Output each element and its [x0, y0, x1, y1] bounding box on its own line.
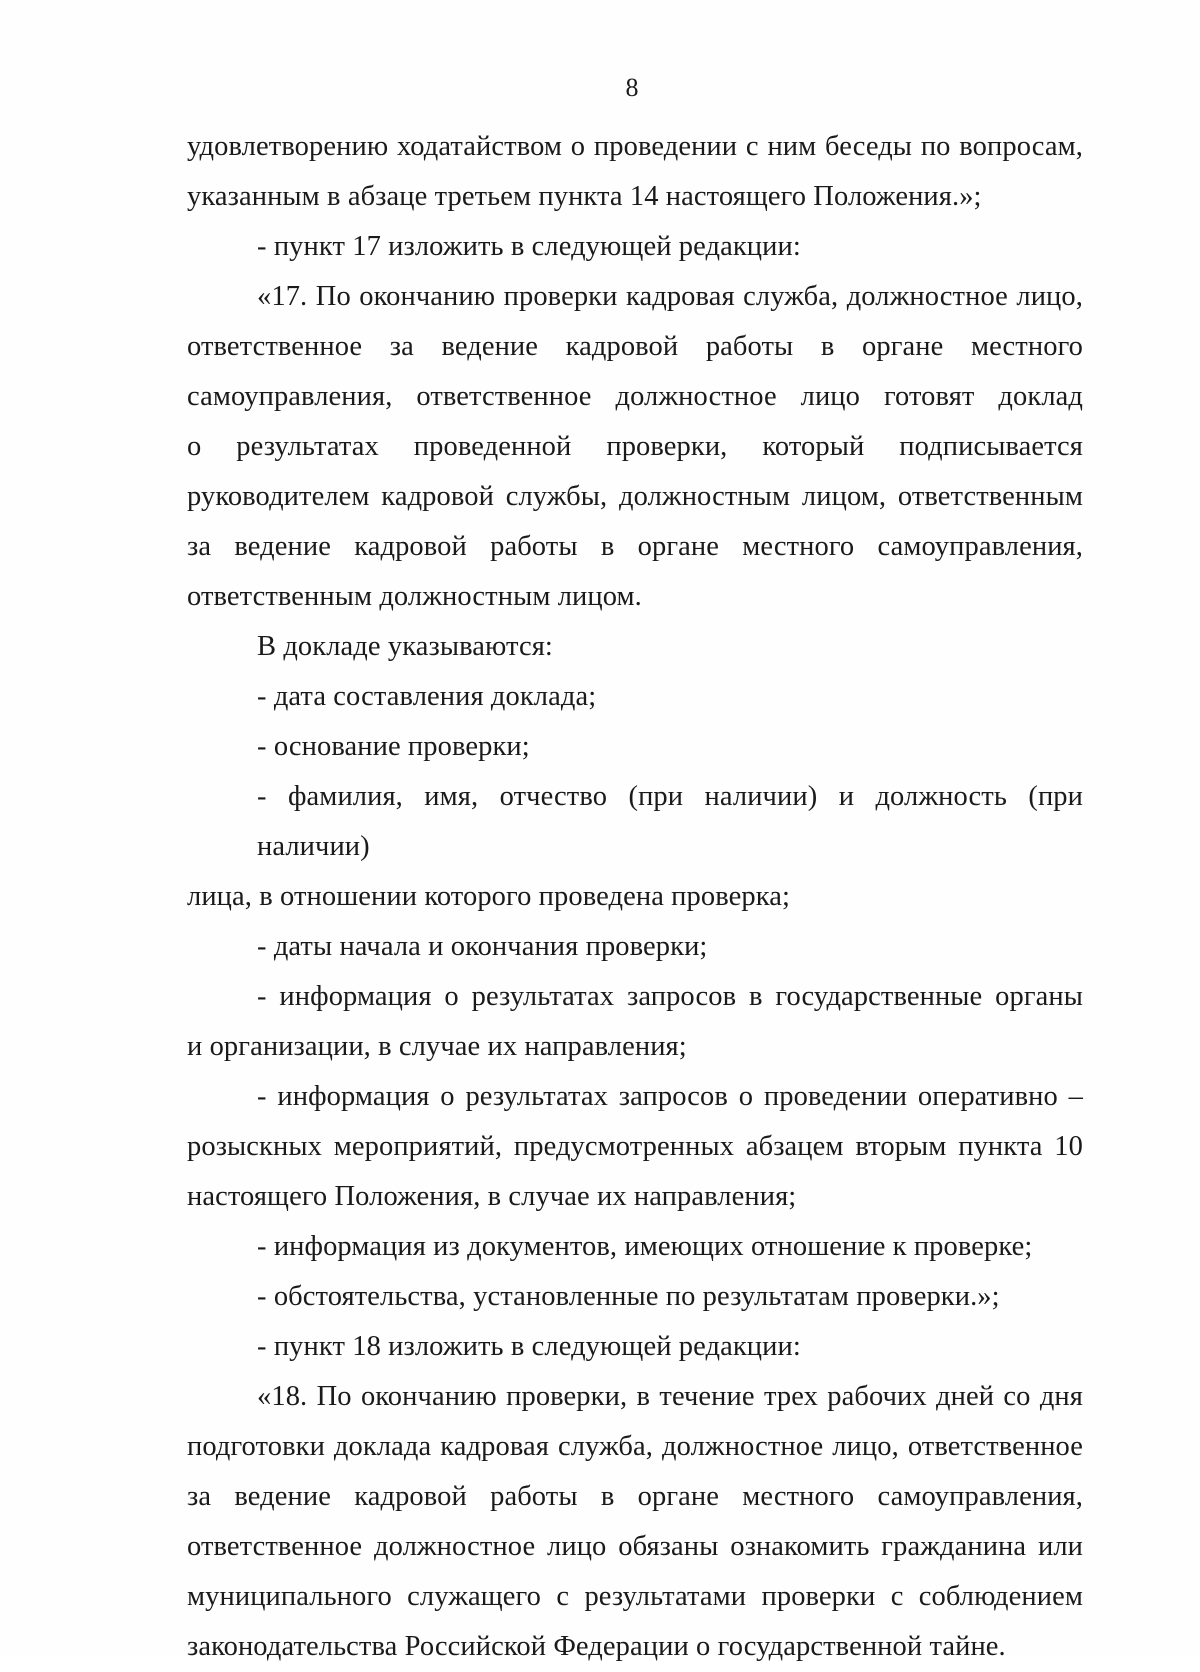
text-line: самоуправления, ответственное должностное лицо готовят доклад: [187, 381, 1083, 412]
paragraph: [187, 272, 1083, 622]
text-line: ответственное за ведение кадровой работы в органе местного: [187, 331, 1083, 362]
paragraph: [187, 672, 1083, 722]
text-line: - основание проверки;: [257, 731, 530, 762]
text-line: за ведение кадровой работы в органе местного самоуправления,: [187, 1481, 1083, 1512]
text-line: - информация о результатах запросов в государственные органы: [257, 981, 1083, 1012]
paragraph: [187, 1272, 1083, 1322]
paragraph: [187, 722, 1083, 772]
paragraph: [187, 1222, 1083, 1272]
text-line: - информация из документов, имеющих отношение к проверке;: [257, 1231, 1033, 1262]
text-line: - фамилия, имя, отчество (при наличии) и должность (при наличии): [257, 781, 1083, 862]
text-line: и организации, в случае их направления;: [187, 1031, 687, 1062]
text-line: - дата составления доклада;: [257, 681, 597, 712]
text-line: ответственное должностное лицо обязаны ознакомить гражданина или: [187, 1531, 1083, 1562]
text-line: указанным в абзаце третьем пункта 14 настоящего Положения.»;: [187, 181, 982, 212]
text-line: лица, в отношении которого проведена проверка;: [187, 881, 790, 912]
document-body: [187, 122, 1083, 1672]
paragraph: [187, 922, 1083, 972]
text-line: - даты начала и окончания проверки;: [257, 931, 708, 962]
text-line: руководителем кадровой службы, должностным лицом, ответственным: [187, 481, 1083, 512]
text-line: муниципального служащего с результатами проверки с соблюдением: [187, 1581, 1083, 1612]
paragraph: [187, 222, 1083, 272]
paragraph: [187, 972, 1083, 1072]
text-line: В докладе указываются:: [257, 631, 553, 662]
text-line: розыскных мероприятий, предусмотренных абзацем вторым пункта 10: [187, 1131, 1083, 1162]
text-line: ответственным должностным лицом.: [187, 581, 642, 612]
paragraph: [187, 622, 1083, 672]
text-line: «17. По окончанию проверки кадровая служба, должностное лицо,: [257, 281, 1083, 312]
text-line: удовлетворению ходатайством о проведении с ним беседы по вопросам,: [187, 131, 1083, 162]
paragraph: [187, 1372, 1083, 1672]
paragraph: [187, 772, 1083, 922]
paragraph: [187, 1072, 1083, 1222]
paragraph: [187, 1322, 1083, 1372]
text-line: настоящего Положения, в случае их направления;: [187, 1181, 797, 1212]
text-line: законодательства Российской Федерации о государственной тайне.: [187, 1631, 1006, 1662]
page-number: 8: [625, 73, 639, 102]
text-line: - пункт 18 изложить в следующей редакции:: [257, 1331, 801, 1362]
text-line: за ведение кадровой работы в органе местного самоуправления,: [187, 531, 1083, 562]
text-line: о результатах проведенной проверки, который подписывается: [187, 431, 1083, 462]
paragraph: [187, 122, 1083, 222]
text-line: - обстоятельства, установленные по результатам проверки.»;: [257, 1281, 1000, 1312]
text-line: «18. По окончанию проверки, в течение трех рабочих дней со дня: [257, 1381, 1083, 1412]
text-line: подготовки доклада кадровая служба, должностное лицо, ответственное: [187, 1431, 1083, 1462]
text-line: - пункт 17 изложить в следующей редакции:: [257, 231, 801, 262]
text-line: - информация о результатах запросов о проведении оперативно –: [257, 1081, 1083, 1112]
